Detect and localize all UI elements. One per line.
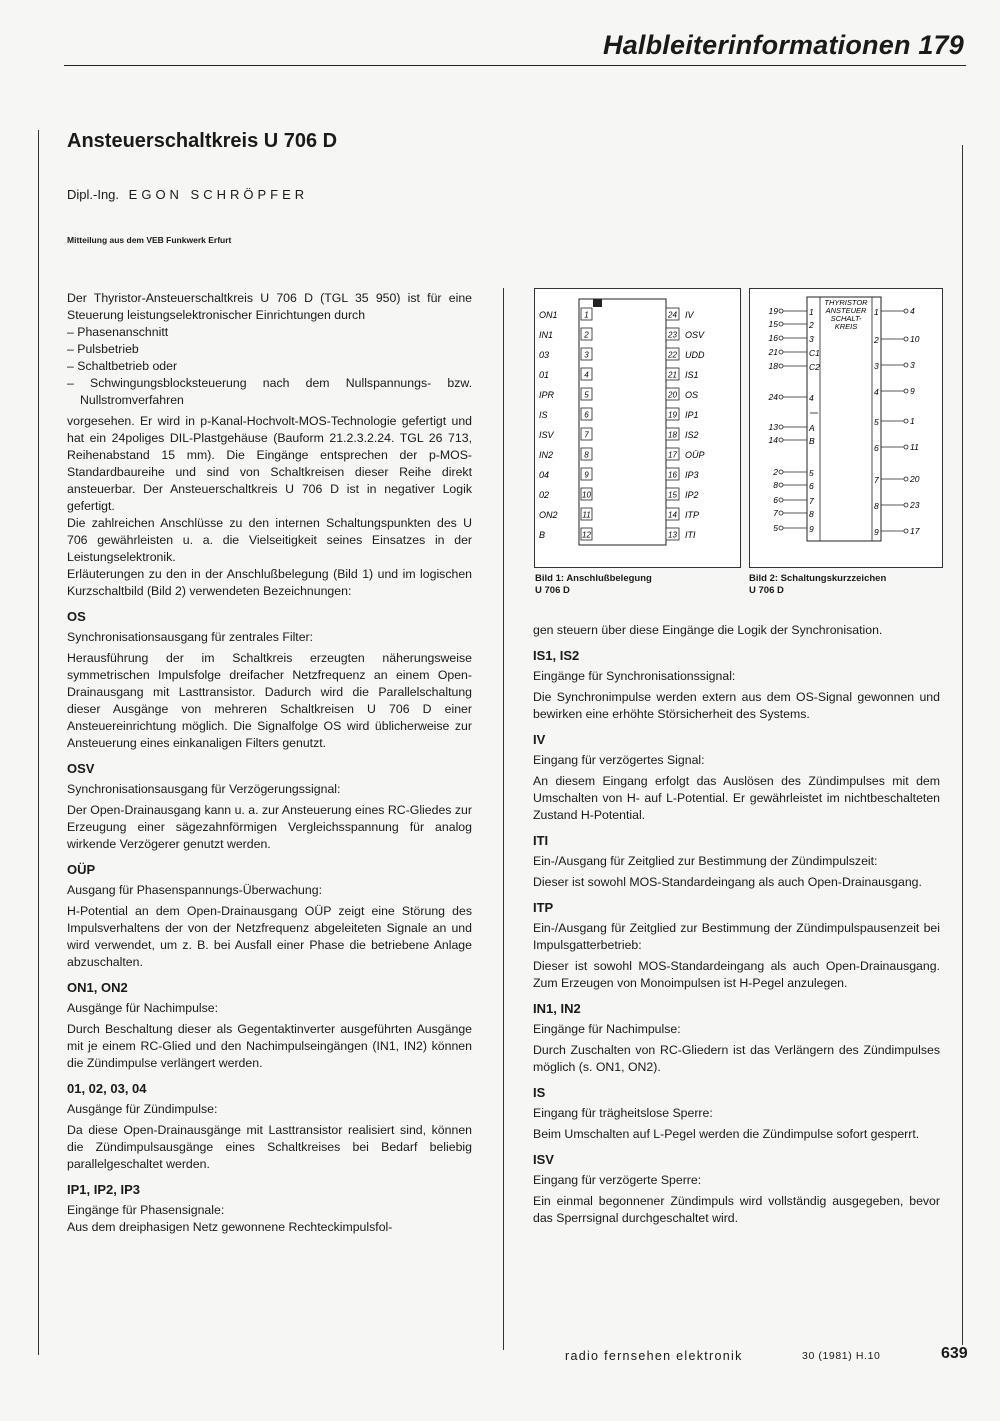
input-pin-number: 24 [768,392,778,402]
pin-number: 14 [668,510,677,520]
input-pin-number: 21 [768,347,778,357]
input-terminal [779,526,783,530]
explanation-paragraph: Erläuterungen zu den in der Anschlußbelegung (Bild 1) und im logischen Kurzschaltbild (Bild 2) verwendeten Bezeichnungen: [67,567,472,598]
pin-number: 20 [668,390,677,400]
output-terminal [904,419,908,423]
list-item: – Phasenanschnitt [67,325,169,339]
pin-label: OSV [685,330,705,340]
figure-pinout [534,288,741,568]
pin-number: 22 [668,350,677,360]
section-heading-on: ON1, ON2 [67,980,128,995]
figure-symbol [749,288,943,568]
figure-1-caption [535,573,735,597]
input-label: 7 [809,496,814,506]
output-terminal [904,309,908,313]
section-body: Aus dem dreiphasigen Netz gewonnene Rechteckimpulsfol- [67,1220,393,1234]
footer-journal-name: radio fernsehen elektronik [565,1349,743,1363]
section-subtitle: Synchronisationsausgang für Verzögerungssignal: [67,782,341,796]
section-body: Dieser ist sowohl MOS-Standardeingang als auch Open-Drainausgang. [533,875,922,889]
author-prefix: Dipl.-Ing. [67,187,120,202]
input-terminal [779,438,783,442]
output-terminal [904,503,908,507]
input-terminal [779,470,783,474]
pin-label: ITI [685,530,696,540]
input-label: 5 [809,468,814,478]
pin-number: 9 [584,470,589,480]
input-terminal [779,395,783,399]
pin-number: 1 [584,310,589,320]
input-terminal [779,498,783,502]
output-label: 4 [874,387,879,397]
output-label: 3 [874,361,879,371]
pin-number: 5 [584,390,589,400]
section-body: Da diese Open-Drainausgänge mit Lasttransistor realisiert sind, können die Zündimpulsausgänge eines Schaltkreises bei Bedarf beliebig parallelgeschaltet werden. [67,1123,472,1171]
section-heading-ip: IP1, IP2, IP3 [67,1182,140,1197]
section-subtitle: Eingänge für Synchronisationssignal: [533,669,736,683]
input-pin-number: 6 [773,495,778,505]
caption-line: U 706 D [535,585,570,596]
pin-label: IN2 [539,450,554,460]
block-title-line: SCHALT- [830,314,862,323]
pin-label: 02 [539,490,550,500]
input-label: 1 [809,307,814,317]
list-item: – Schaltbetrieb oder [67,359,178,373]
output-pin-number: 17 [910,526,920,536]
symbol-block [807,297,881,541]
output-pin-number: 11 [910,442,919,452]
input-terminal [779,309,783,313]
section-body: Der Open-Drainausgang kann u. a. zur Ansteuerung eines RC-Gliedes zur Erzeugung einer sägezahnförmigen Vergleichsspannung für analog wirkende Verzögerer genutzt werden. [67,803,472,851]
pin-label: IS1 [685,370,699,380]
pin-label: IN1 [539,330,554,340]
section-heading-osv: OSV [67,761,95,776]
pin-number: 21 [668,370,677,380]
output-pin-number: 4 [910,306,915,316]
input-pin-number: 8 [773,480,778,490]
section-body: Beim Umschalten auf L-Pegel werden die Zündimpulse sofort gesperrt. [533,1127,920,1141]
input-terminal [779,511,783,515]
block-title-line: ANSTEUER [825,306,867,315]
pin-label: ON2 [539,510,558,520]
section-body: An diesem Eingang erfolgt das Auslösen des Zündimpulses mit dem Umschalten von H- auf L-Potential. Er gewährleistet im nichtbeschalteten Zustand H-Potential. [533,774,940,822]
pin-label: IS2 [685,430,699,440]
pin-label: ITP [685,510,700,520]
section-subtitle: Eingänge für Nachimpulse: [533,1022,681,1036]
pin-label: OÜP [685,450,705,460]
output-label: 5 [874,417,879,427]
section-subtitle: Ein-/Ausgang für Zeitglied zur Bestimmung der Zündimpulszeit: [533,854,878,868]
output-pin-number: 3 [910,360,915,370]
output-label: 6 [874,443,879,453]
header-rule [64,65,966,66]
circuit-symbol-diagram [750,289,942,567]
pin-label: 01 [539,370,550,380]
right-border-rule [962,145,963,1345]
input-terminal [779,350,783,354]
pin-number: 6 [584,410,589,420]
input-pin-number: 5 [773,523,778,533]
section-heading-is12: IS1, IS2 [533,648,580,663]
section-heading-outputs: 01, 02, 03, 04 [67,1081,147,1096]
input-label: 6 [809,481,814,491]
right-column [533,622,940,1227]
page-number: 639 [941,1345,968,1362]
section-body: Durch Zuschalten von RC-Gliedern ist das Verlängern des Zündimpulses möglich (s. ON1, ON2). [533,1043,940,1074]
input-terminal [779,425,783,429]
section-subtitle: Eingang für trägheitslose Sperre: [533,1106,713,1120]
versatility-paragraph: Die zahlreichen Anschlüsse zu den internen Schaltungspunkten des U 706 gewährleisten u. a. die Vielseitigkeit seines Einsatzes in der Leistungselektronik. [67,516,472,564]
left-column [67,290,472,1236]
section-subtitle: Ausgänge für Nachimpulse: [67,1001,219,1015]
left-border-rule [38,130,39,1355]
pin-number: 24 [668,310,677,320]
section-subtitle: Synchronisationsausgang für zentrales Filter: [67,630,314,644]
block-title-line: KREIS [834,322,858,331]
section-subtitle: Eingang für verzögertes Signal: [533,753,705,767]
section-body: H-Potential an dem Open-Drainausgang OÜP zeigt eine Störung des Impulsverhaltens der von der Netzfrequenz abgeleiteten Signale an und wird verwendet, um z. B. bei Ausfall einer Phase die betriebene Anlage abzuschalten. [67,904,472,969]
pin-number: 23 [668,330,677,340]
input-terminal [779,336,783,340]
input-terminal [779,483,783,487]
block-title-line: THYRISTOR [824,298,868,307]
output-label: 7 [874,475,879,485]
section-heading-itp: ITP [533,900,554,915]
input-pin-number: 14 [768,435,778,445]
pin-number: 17 [668,450,677,460]
input-label: C1 [809,348,820,358]
pin-label: IP3 [685,470,699,480]
input-pin-number: 18 [768,361,778,371]
output-pin-number: 1 [910,416,915,426]
section-body: Herausführung der im Schaltkreis erzeugten näherungsweise symmetrischen Impulsfolge dreifacher Netzfrequenz an einem Open-Drainausgang mit Lasttransistor. Dadurch wird die Parallelschaltung dieser Ausgänge von mehreren Schaltkreisen U 706 D einer Ansteuereinrichtung möglich. Die Signalfolge OS wird üblicherweise zur Ansteuerung eines einkanaligen Filters genutzt. [67,651,472,750]
section-body: Die Synchronimpulse werden extern aus dem OS-Signal gewonnen und bewirken eine erhöhte Störsicherheit des Systems. [533,690,940,721]
pin-number: 8 [584,450,589,460]
input-pin-number: 13 [768,422,778,432]
input-pin-number: 2 [773,467,778,477]
output-terminal [904,529,908,533]
section-subtitle: Ein-/Ausgang für Zeitglied zur Bestimmung der Zündimpulspausenzeit bei Impulsgatterbetrieb: [533,921,940,952]
pin-1-marker [593,299,602,307]
output-label: 9 [874,527,879,537]
section-heading-os: OS [67,609,86,624]
pin-number: 11 [582,510,591,520]
pin-label: ISV [539,430,554,440]
input-terminal [779,364,783,368]
pin-label: B [539,530,546,540]
control-mode-list [67,324,472,409]
pin-label: UDD [685,350,705,360]
input-pin-number: 7 [773,508,778,518]
pin-number: 13 [668,530,677,540]
pin-label: IP2 [685,490,699,500]
list-item: – Schwingungsblocksteuerung nach dem Nullspannungs- bzw. Nullstromverfahren [67,376,472,407]
section-heading-isv: ISV [533,1152,554,1167]
pin-label: IPR [539,390,555,400]
output-pin-number: 23 [910,500,920,510]
pin-label: 04 [539,470,550,480]
section-body: Dieser ist sowohl MOS-Standardeingang als auch Open-Drainausgang. Zum Erzeugen von Monoimpulsen ist H-Pegel anzulegen. [533,959,940,990]
output-pin-number: 20 [910,474,920,484]
output-terminal [904,445,908,449]
pin-label: 03 [539,350,550,360]
running-header: Halbleiterinformationen 179 [603,30,964,60]
article-title: Ansteuerschaltkreis U 706 D [67,130,338,152]
pin-number: 18 [668,430,677,440]
input-terminal [779,322,783,326]
section-subtitle: Eingänge für Phasensignale: [67,1203,225,1217]
section-subtitle: Ausgänge für Zündimpulse: [67,1102,218,1116]
author-name: EGON SCHRÖPFER [128,187,309,202]
output-terminal [904,477,908,481]
output-terminal [904,363,908,367]
pin-number: 7 [584,430,589,440]
input-label: 3 [809,334,814,344]
pin-label: OS [685,390,699,400]
input-label: B [809,436,815,446]
column-divider [503,288,504,1350]
input-pin-number: 19 [768,306,778,316]
output-label: 8 [874,501,879,511]
output-terminal [904,389,908,393]
pin-label: IP1 [685,410,699,420]
pin-number: 15 [668,490,677,500]
affiliation: Mitteilung aus dem VEB Funkwerk Erfurt [67,235,232,245]
pin-number: 4 [584,370,589,380]
section-heading-iti: ITI [533,833,549,848]
technology-paragraph: vorgesehen. Er wird in p-Kanal-Hochvolt-MOS-Technologie gefertigt und hat ein 24poliges DIL-Plastgehäuse (Bauform 21.2.3.2.24. TGL 26 713, Reihenabstand 15 mm). Die Eingänge entsprechen der p-MOS-Standardbaureihe und sind von Schaltkreisen dieser Reihe direkt ansteuerbar. Der Ansteuerschaltkreis U 706 D ist in negativer Logik gefertigt. [67,414,472,513]
pin-number: 2 [584,330,589,340]
output-pin-number: 9 [910,386,915,396]
input-label: 8 [809,509,814,519]
pin-number: 12 [582,530,591,540]
pinout-diagram [535,289,740,567]
section-subtitle: Ausgang für Phasenspannungs-Überwachung: [67,883,322,897]
input-label: 4 [809,393,814,403]
section-body: Ein einmal begonnener Zündimpuls wird vollständig ausgegeben, bevor das Sperrsignal durchgeschaltet wird. [533,1194,940,1225]
pin-label: ON1 [539,310,558,320]
input-pin-number: 15 [768,319,778,329]
output-label: 2 [874,335,879,345]
pin-label: IV [685,310,694,320]
caption-line: Bild 1: Anschlußbelegung [535,573,652,584]
section-heading-is: IS [533,1085,546,1100]
input-label: 9 [809,524,814,534]
list-item: – Pulsbetrieb [67,342,139,356]
caption-line: U 706 D [749,585,784,596]
section-heading-iv: IV [533,732,546,747]
pin-number: 16 [668,470,677,480]
author-line [67,187,308,202]
input-pin-number: 16 [768,333,778,343]
output-pin-number: 10 [910,334,920,344]
section-heading-in12: IN1, IN2 [533,1001,581,1016]
continuation-paragraph: gen steuern über diese Eingänge die Logik der Synchronisation. [533,623,883,637]
pin-number: 3 [584,350,589,360]
pin-number: 10 [582,490,591,500]
input-label: C2 [809,362,820,372]
pin-number: 19 [668,410,677,420]
pin-label: IS [539,410,548,420]
section-body: Durch Beschaltung dieser als Gegentaktinverter ausgeführten Ausgänge mit je einem RC-Glied und den Nachimpulseingängen (IN1, IN2) können die Zündimpulse verlängert werden. [67,1022,472,1070]
figure-2-caption [749,573,949,597]
input-label: A [809,423,815,433]
section-subtitle: Eingang für verzögerte Sperre: [533,1173,702,1187]
input-label: 2 [809,320,814,330]
footer-issue: 30 (1981) H.10 [802,1350,881,1362]
caption-line: Bild 2: Schaltungskurzzeichen [749,573,887,584]
output-terminal [904,337,908,341]
output-label: 1 [874,307,879,317]
section-heading-oup: OÜP [67,862,96,877]
intro-paragraph: Der Thyristor-Ansteuerschaltkreis U 706 D (TGL 35 950) ist für eine Steuerung leistungselektronischer Einrichtungen durch [67,291,472,322]
